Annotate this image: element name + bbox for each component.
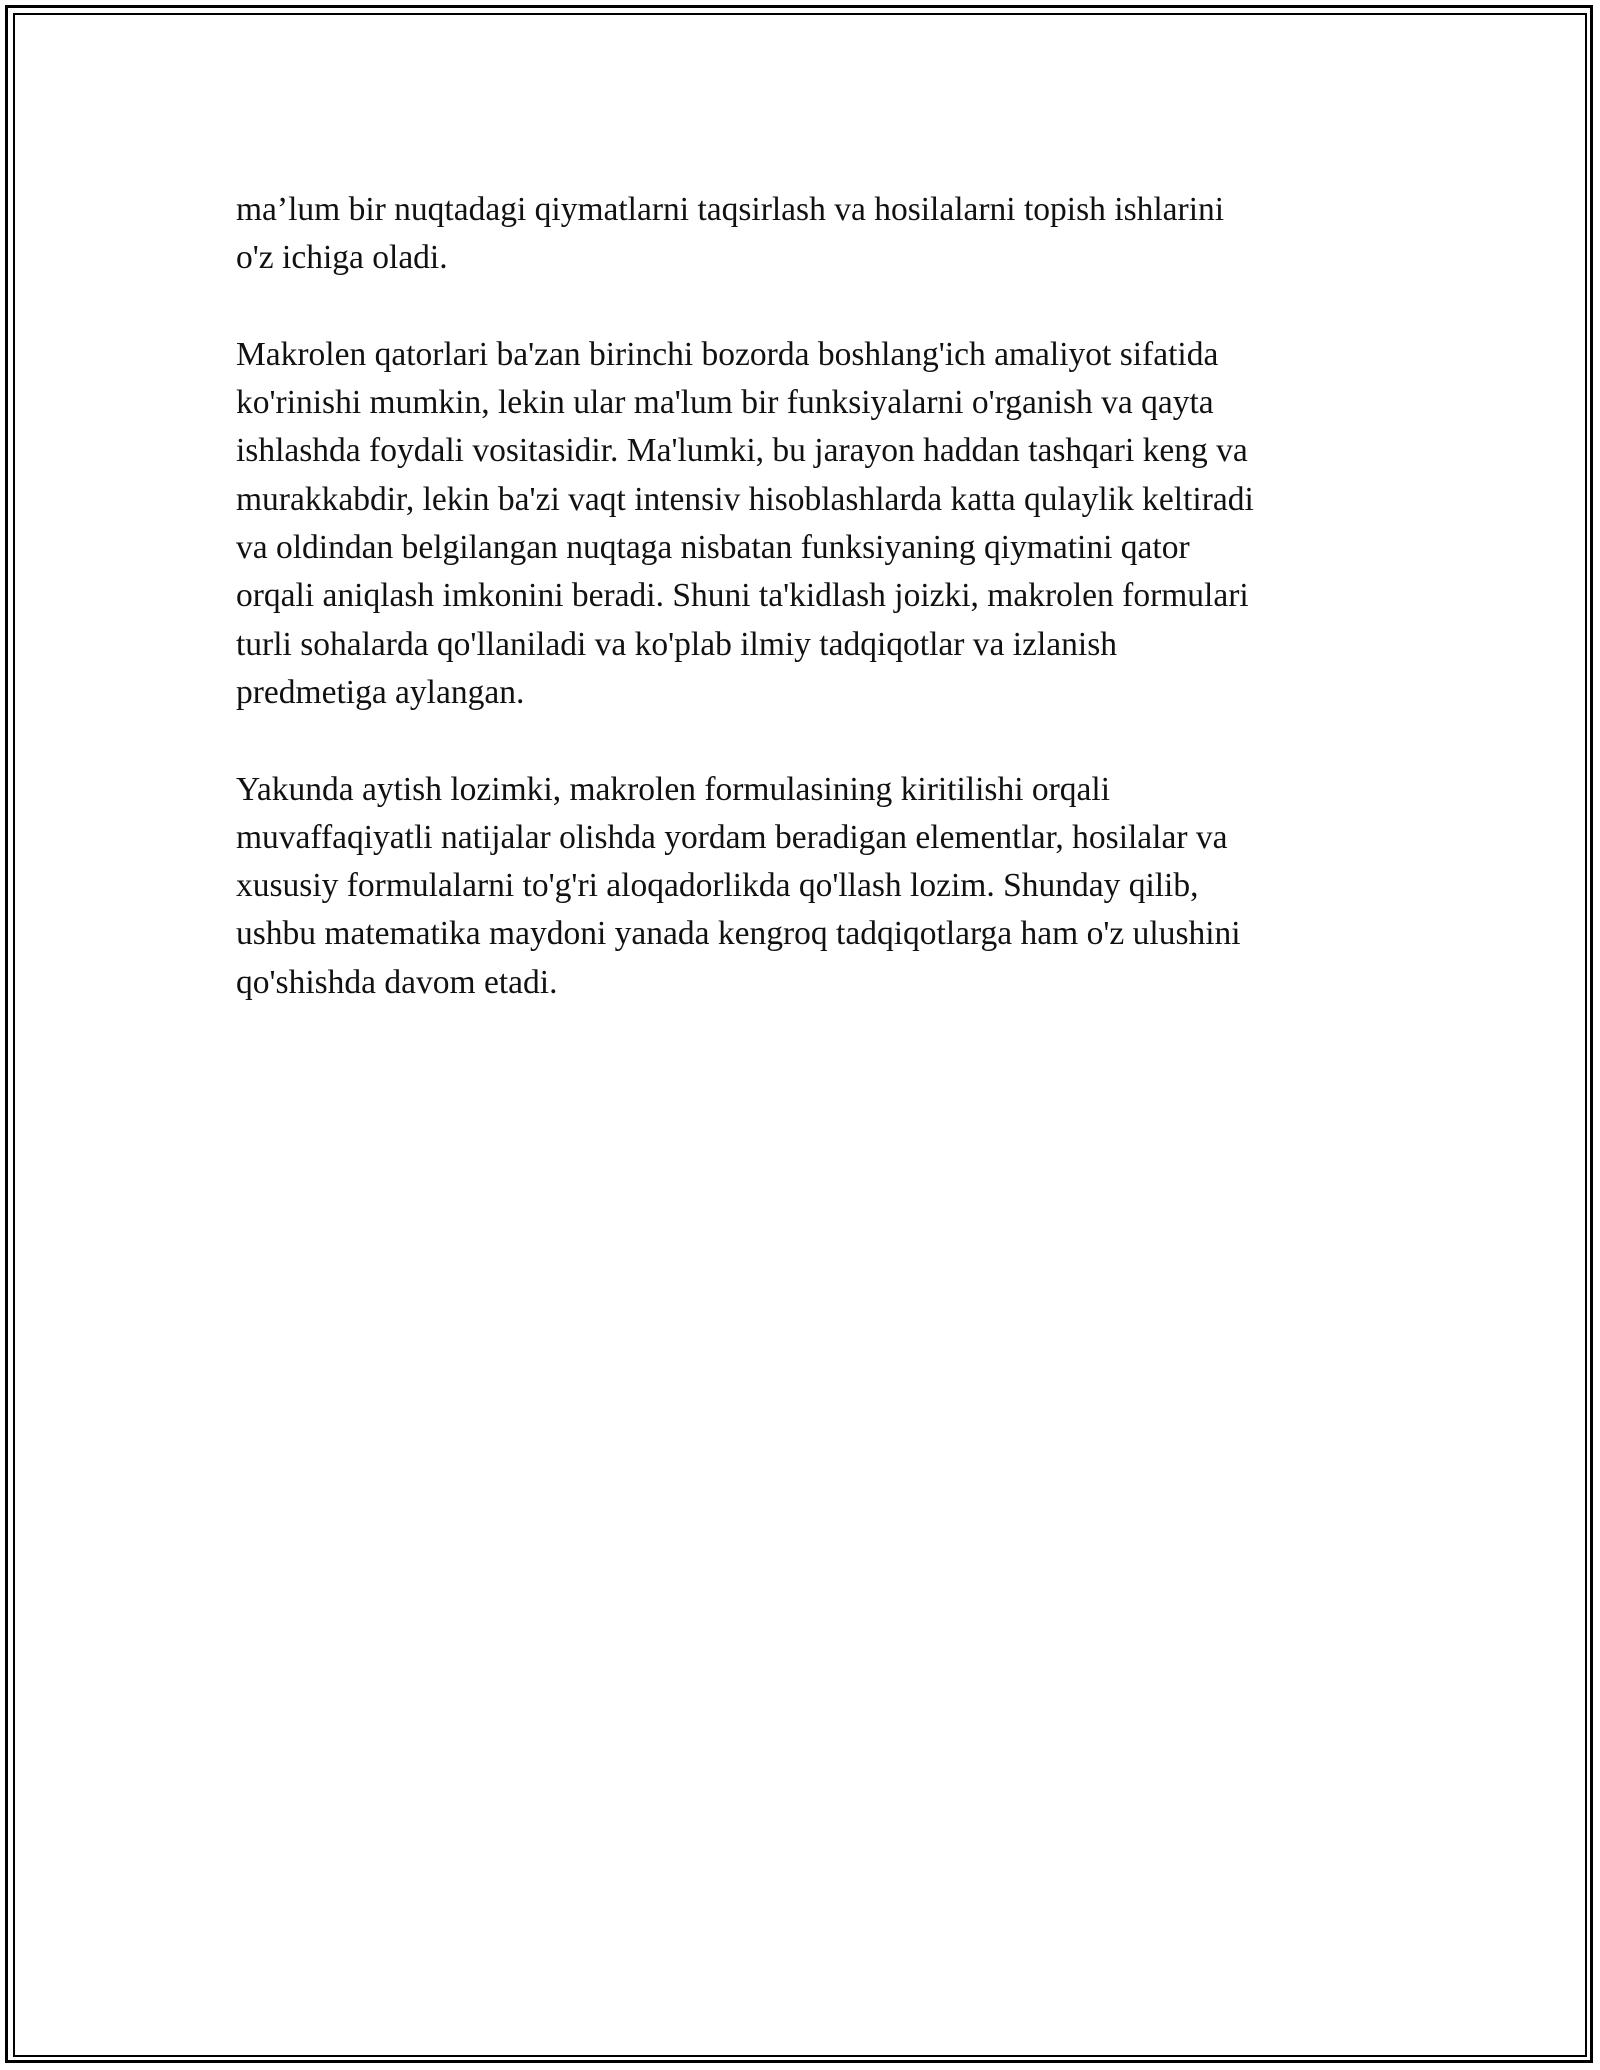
paragraph-2: Makrolen qatorlari ba'zan birinchi bozorda boshlang'ich amaliyot sifatida ko'rinishi mumkin, lekin ular ma'lum bir funksiyalarni o'rganish va qayta ishlashda foydali vositasidir. Ma'lumki, bu jarayon haddan tashqari keng va murakkabdir, lekin ba'zi vaqt intensiv hisoblashlarda katta qulaylik keltiradi va oldindan belgilangan nuqtaga nisbatan funksiyaning qiymatini qator orqali aniqlash imkonini beradi. Shuni ta'kidlash joizki, makrolen formulari turli sohalarda qo'llaniladi va ko'plab ilmiy tadqiqotlar va izlanish predmetiga aylangan. — [236, 335, 1254, 711]
paragraph-3: Yakunda aytish lozimki, makrolen formulasining kiritilishi orqali muvaffaqiyatli natijalar olishda yordam beradigan elementlar, hosilalar va xususiy formulalarni to'g'ri aloqadorlikda qo'llash lozim. Shunday qilib, ushbu matematika maydoni yanada kengroq tadqiqotlarga ham o'z ulushini qo'shishda davom etadi. — [236, 770, 1241, 1001]
document-body — [236, 186, 1366, 1055]
paragraph-1: ma’lum bir nuqtadagi qiymatlarni taqsirlash va hosilalarni topish ishlarini o'z ichiga oladi. — [236, 191, 1225, 277]
